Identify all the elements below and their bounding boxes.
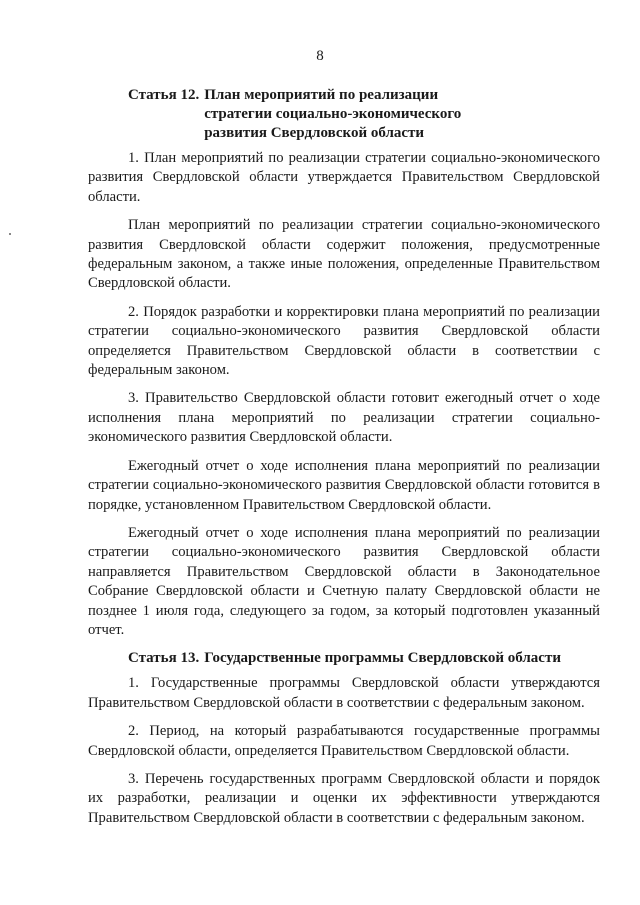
article-13-paragraph: 3. Перечень государственных программ Свердловской области и порядок их разработки, реализации и оценки их эффективности утверждаются Правительством Свердловской области в соответствии с федеральным законом.: [88, 770, 600, 826]
document-body: [88, 86, 600, 837]
article-13-paragraph: 2. Период, на который разрабатываются государственные программы Свердловской области, определяется Правительством Свердловской области.: [88, 723, 600, 759]
article-12-heading: [88, 86, 600, 143]
article-12-paragraph: Ежегодный отчет о ходе исполнения плана мероприятий по реализации стратегии социально-экономического развития Свердловской области направляется Правительством Свердловской области в Законодательное Собрание Свердловской области и Счетную палату Свердловской области не позднее 1 июля года, следующего за годом, за который подготовлен указанный отчет.: [88, 524, 600, 638]
article-13-title: Государственные программы Свердловской области: [204, 650, 561, 667]
article-12-number: Статья 12.: [128, 87, 200, 103]
article-13-number: Статья 13.: [128, 650, 200, 667]
margin-mark: [9, 233, 11, 235]
article-12-paragraph: 3. Правительство Свердловской области готовит ежегодный отчет о ходе исполнения плана мероприятий по реализации стратегии социально-экономического развития Свердловской области.: [88, 390, 600, 446]
article-12-paragraph: 2. Порядок разработки и корректировки плана мероприятий по реализации стратегии социально-экономического развития Свердловской области определяется Правительством Свердловской области в соответствии с федеральным законом.: [88, 303, 600, 379]
article-12-paragraph: План мероприятий по реализации стратегии социально-экономического развития Свердловской области содержит положения, предусмотренные федеральным законом, а также иные положения, определенные Правительством Свердловской области.: [88, 217, 600, 292]
article-13-paragraph: 1. Государственные программы Свердловской области утверждаются Правительством Свердловской области в соответствии с федеральным законом.: [88, 675, 600, 711]
page-number: 8: [316, 48, 324, 64]
article-13-heading: [88, 649, 600, 668]
article-12-paragraph: Ежегодный отчет о ходе исполнения плана мероприятий по реализации стратегии социально-экономического развития Свердловской области готовится в порядке, установленном Правительством Свердловской области.: [88, 457, 600, 513]
article-12-paragraph: 1. План мероприятий по реализации стратегии социально-экономического развития Свердловской области утверждается Правительством Свердловской области.: [88, 150, 600, 205]
article-12-title: План мероприятий по реализации стратегии социально-экономического развития Свердловской области: [204, 87, 462, 141]
